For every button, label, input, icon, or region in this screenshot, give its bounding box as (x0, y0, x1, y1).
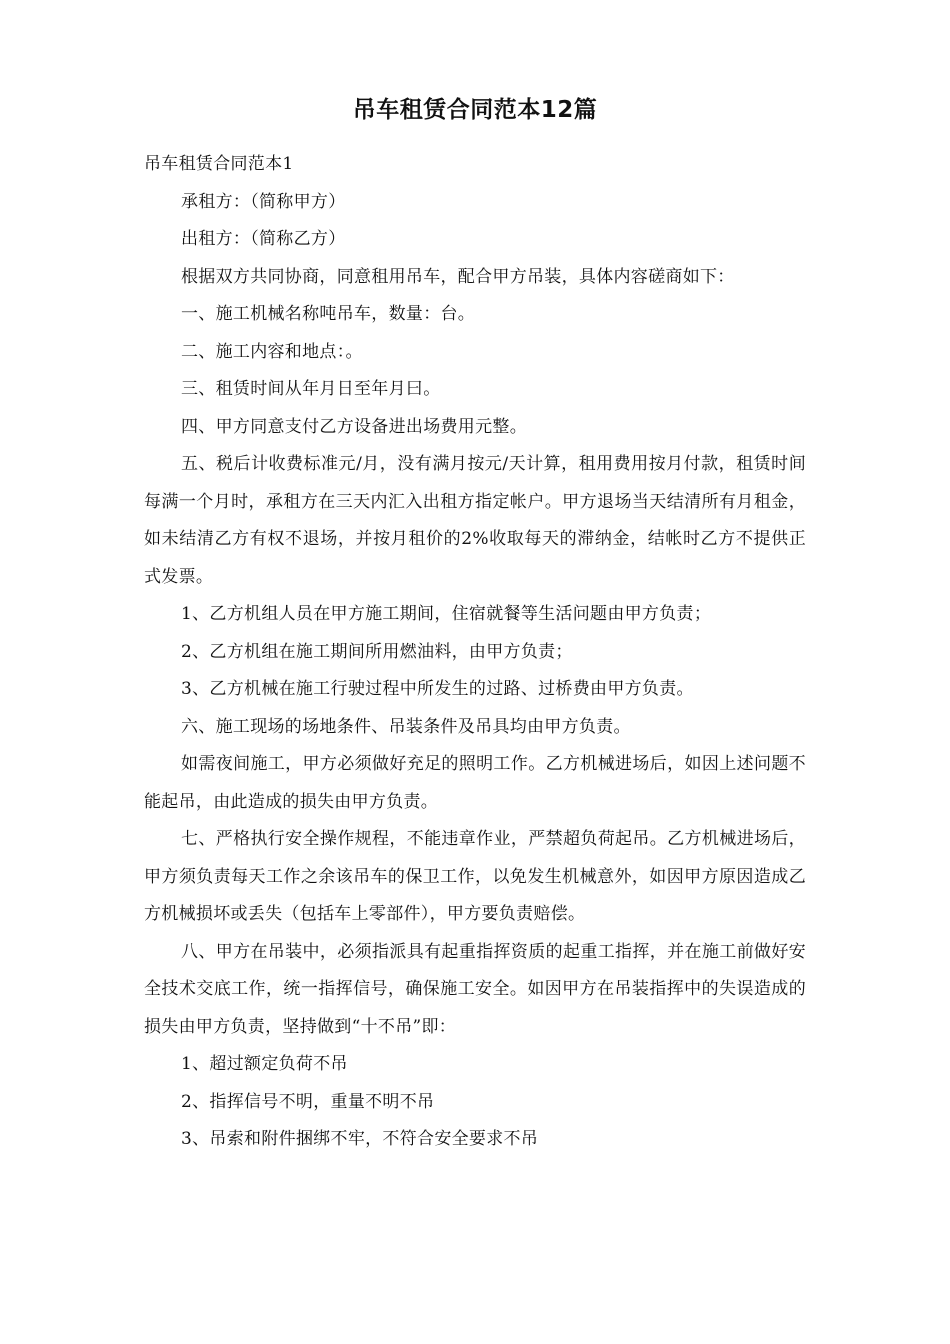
paragraph: 如需夜间施工，甲方必须做好充足的照明工作。乙方机械进场后，如因上述问题不能起吊，由此造成的损失由甲方负责。 (144, 754, 806, 812)
paragraph: 2、指挥信号不明，重量不明不吊 (181, 1091, 435, 1112)
paragraph: 2、乙方机组在施工期间所用燃油料，由甲方负责； (181, 641, 573, 662)
paragraph: 五、税后计收费标准元/月，没有满月按元/天计算，租用费用按月付款，租赁时间每满一个月时，承租方在三天内汇入出租方指定帐户。甲方退场当天结清所有月租金，如未结清乙方有权不退场，并按月租价的2%收取每天的滞纳金，结帐时乙方不提供正式发票。 (144, 454, 806, 587)
document-page (144, 92, 806, 1159)
paragraph: 承租方：（简称甲方） (181, 191, 346, 212)
paragraph: 3、乙方机械在施工行驶过程中所发生的过路、过桥费由甲方负责。 (181, 679, 694, 699)
paragraph: 六、施工现场的场地条件、吊装条件及吊具均由甲方负责。 (181, 716, 631, 737)
paragraph: 出租方：（简称乙方） (181, 229, 346, 249)
paragraph: 三、租赁时间从年月日至年月曰。 (181, 379, 441, 399)
paragraph: 七、严格执行安全操作规程，不能违章作业，严禁超负荷起吊。乙方机械进场后，甲方须负责每天工作之余该吊车的保卫工作，以免发生机械意外，如因甲方原因造成乙方机械损坏或丢失（包括车上零部件），甲方要负责赔偿。 (144, 829, 806, 924)
document-body (144, 146, 806, 1159)
paragraph: 根据双方共同协商，同意租用吊车，配合甲方吊装，具体内容磋商如下： (181, 266, 735, 287)
paragraph: 二、施工内容和地点：。 (181, 341, 363, 362)
paragraph: 1、超过额定负荷不吊 (181, 1054, 348, 1074)
paragraph: 吊车租赁合同范本1 (144, 154, 294, 174)
paragraph: 1、乙方机组人员在甲方施工期间，住宿就餐等生活问题由甲方负责； (181, 604, 712, 624)
paragraph: 四、甲方同意支付乙方设备进出场费用元整。 (181, 416, 527, 437)
paragraph: 八、甲方在吊装中，必须指派具有起重指挥资质的起重工指挥，并在施工前做好安全技术交底工作，统一指挥信号，确保施工安全。如因甲方在吊装指挥中的失误造成的损失由甲方负责，坚持做到“十不吊”即： (144, 941, 806, 1037)
paragraph: 一、施工机械名称吨吊车，数量：台。 (181, 304, 476, 324)
document-title: 吊车租赁合同范本12篇 (352, 97, 598, 123)
paragraph: 3、吊索和附件捆绑不牢，不符合安全要求不吊 (181, 1129, 539, 1149)
